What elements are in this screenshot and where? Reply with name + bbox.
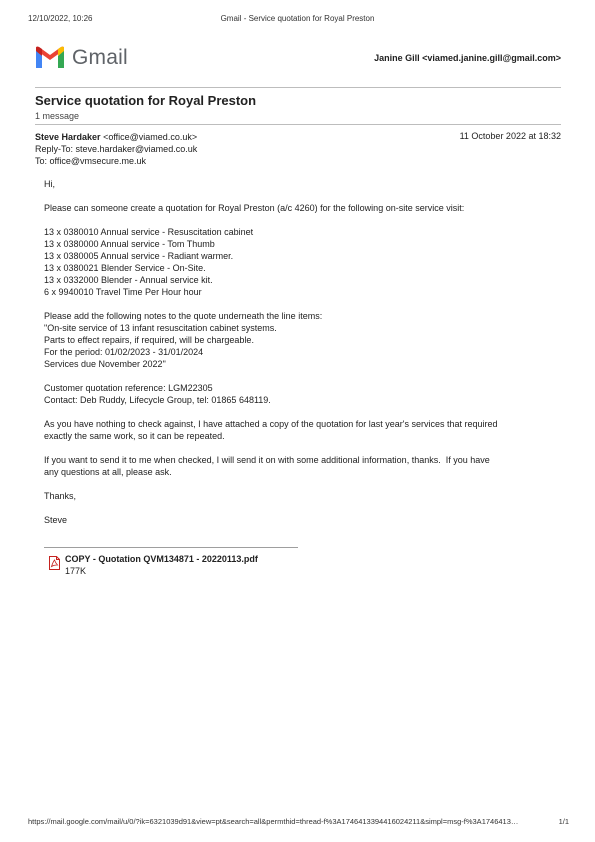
body-line: 13 x 0380021 Blender Service - On-Site.	[44, 263, 206, 273]
body-line: Hi,	[44, 179, 55, 189]
account-label: Janine Gill <viamed.janine.gill@gmail.com>	[374, 53, 561, 63]
subject-divider	[35, 124, 561, 125]
sender-name: Steve Hardaker	[35, 132, 101, 142]
sender-line	[35, 131, 197, 143]
body-line: 13 x 0380005 Annual service - Radiant warmer.	[44, 251, 234, 261]
message-date: 11 October 2022 at 18:32	[459, 131, 561, 141]
print-datetime: 12/10/2022, 10:26	[28, 14, 93, 23]
to-line: To: office@vmsecure.me.uk	[35, 156, 147, 166]
body-line: Parts to effect repairs, if required, will be chargeable.	[44, 335, 254, 345]
body-line	[44, 406, 554, 418]
body-line: Services due November 2022"	[44, 359, 166, 369]
body-line	[44, 442, 554, 454]
body-line: any questions at all, please ask.	[44, 467, 172, 477]
body-line: exactly the same work, so it can be repeated.	[44, 431, 225, 441]
sender-email[interactable]: <office@viamed.co.uk>	[103, 132, 198, 142]
message-count: 1 message	[35, 111, 80, 121]
gmail-logo-text: Gmail	[72, 46, 128, 69]
body-line: For the period: 01/02/2023 - 31/01/2024	[44, 347, 204, 357]
body-line	[44, 298, 554, 310]
body-line: Please can someone create a quotation for Royal Preston (a/c 4260) for the following on-site service visit:	[44, 203, 465, 213]
header-divider	[35, 87, 561, 88]
body-line: 13 x 0332000 Blender - Annual service kit.	[44, 275, 213, 285]
body-line	[44, 190, 554, 202]
body-line: As you have nothing to check against, I have attached a copy of the quotation for last year's services that required	[44, 419, 498, 429]
body-line: 13 x 0380010 Annual service - Resuscitation cabinet	[44, 227, 254, 237]
thread-subject: Service quotation for Royal Preston	[35, 93, 257, 108]
gmail-logo[interactable]	[34, 44, 128, 72]
body-line: Please add the following notes to the quote underneath the line items:	[44, 311, 323, 321]
body-line: Customer quotation reference: LGM22305	[44, 383, 213, 393]
body-line	[44, 478, 554, 490]
body-line: 13 x 0380000 Annual service - Tom Thumb	[44, 239, 215, 249]
body-line: Contact: Deb Ruddy, Lifecycle Group, tel: 01865 648119.	[44, 395, 271, 405]
body-line: "On-site service of 13 infant resuscitation cabinet systems.	[44, 323, 277, 333]
pdf-file-icon	[49, 556, 60, 570]
body-line: Thanks,	[44, 491, 77, 501]
attachment-divider	[44, 547, 298, 548]
body-line	[44, 370, 554, 382]
print-title: Gmail - Service quotation for Royal Preston	[220, 14, 375, 23]
attachment-filename[interactable]: COPY - Quotation QVM134871 - 20220113.pdf	[65, 554, 258, 564]
message-body	[44, 178, 554, 526]
page-number: 1/1	[558, 817, 569, 826]
reply-to-line: Reply-To: steve.hardaker@viamed.co.uk	[35, 144, 198, 154]
gmail-envelope-icon	[34, 46, 66, 70]
attachment-size: 177K	[65, 566, 87, 576]
body-line: 6 x 9940010 Travel Time Per Hour hour	[44, 287, 202, 297]
body-line: Steve	[44, 515, 68, 525]
body-line	[44, 214, 554, 226]
print-footer-url: https://mail.google.com/mail/u/0/?ik=6321039d91&view=pt&search=all&permthid=thread-f%3A1746413394416024211&simpl=msg-f%3A1746413…	[28, 817, 519, 826]
body-line: If you want to send it to me when checked, I will send it on with some additional information, thanks. If you have	[44, 455, 490, 465]
body-line	[44, 502, 554, 514]
